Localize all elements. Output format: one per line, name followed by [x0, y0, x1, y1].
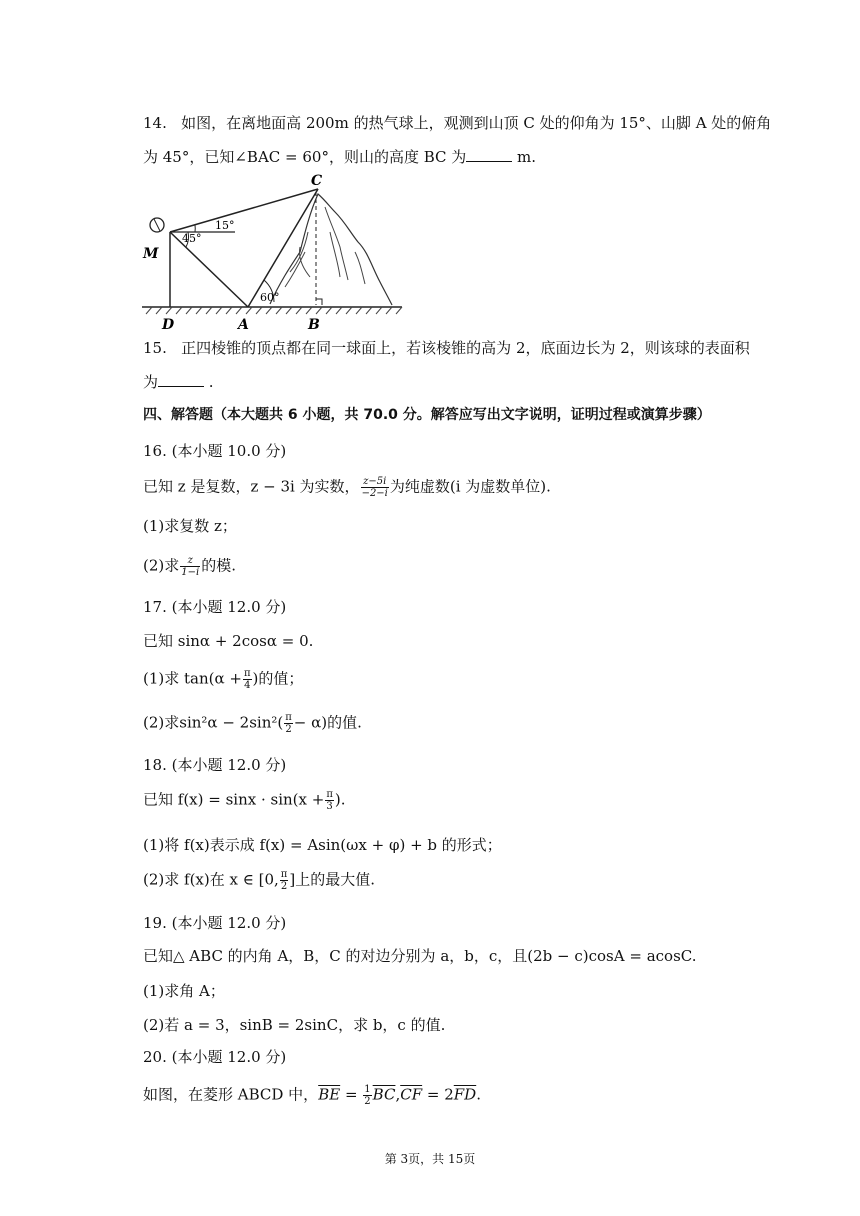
q15-end: .	[204, 373, 214, 391]
fraction: $\frac{\pi}{3}$	[326, 789, 333, 812]
q15-line1	[143, 338, 750, 358]
q14-number: 14.	[143, 114, 167, 132]
q18-stem-b: ).	[334, 790, 346, 809]
q18-p2-b: ]上的最大值.	[289, 870, 375, 889]
angle-60: 60°	[260, 291, 280, 304]
q15-number: 15.	[143, 339, 167, 357]
q19-part2: (2)若 a = 3，sinB = 2sinC，求 b，c 的值.	[143, 1016, 446, 1034]
q16-p2-b: 的模.	[201, 556, 236, 575]
q16-stem-b: 为纯虚数(i 为虚数单位).	[389, 477, 551, 496]
label-d: D	[162, 317, 175, 332]
label-c: C	[311, 173, 323, 189]
q19-head: 19. (本小题 12.0 分)	[143, 914, 287, 932]
q20-stem-a: 如图，在菱形 ABCD 中，	[143, 1085, 319, 1104]
fraction: $\frac{z-5i}{-2-i}$	[361, 476, 388, 499]
q20-end: .	[476, 1085, 481, 1104]
fraction: $\frac{1}{2}$	[364, 1084, 371, 1107]
q16-p2-a: (2)求	[143, 556, 180, 575]
q19-part1: (1)求角 A；	[143, 982, 225, 1000]
fraction: $\frac{\pi}{2}$	[285, 712, 292, 735]
q15-text-line2: 为	[143, 373, 159, 391]
page-footer: 第 3页，共 15页	[384, 1152, 476, 1166]
q14-line2	[143, 147, 536, 167]
q18-stem-a: 已知 f(x) = sinx · sin(x +	[143, 790, 325, 809]
vector-cf: $\overline{CF}$	[400, 1085, 423, 1104]
vector-be: $\overline{BE}$	[318, 1085, 341, 1104]
vector-fd: $\overline{FD}$	[453, 1085, 477, 1104]
label-a: A	[238, 317, 249, 332]
q16-head: 16. (本小题 10.0 分)	[143, 442, 287, 460]
q17-part1	[143, 668, 303, 691]
q14-unit: m.	[512, 148, 537, 166]
q19-stem: 已知△ ABC 的内角 A，B，C 的对边分别为 a，b，c，且(2b − c)cosA = acosC.	[143, 947, 697, 965]
label-m: M	[143, 246, 159, 262]
q20-eq2: = 2	[422, 1085, 454, 1104]
q17-stem: 已知 sinα + 2cosα = 0.	[143, 632, 314, 650]
q20-eq1: =	[340, 1085, 363, 1104]
q16-stem-a: 已知 z 是复数，z − 3i 为实数，	[143, 477, 360, 496]
fraction: $\frac{\pi}{2}$	[280, 869, 288, 892]
q18-part1: (1)将 f(x)表示成 f(x) = Asin(ωx + φ) + b 的形式；	[143, 836, 502, 854]
q17-p1-a: (1)求 tan(α +	[143, 669, 242, 688]
q17-part2	[143, 712, 362, 735]
q18-part2	[143, 869, 375, 892]
q17-p2-b: − α)的值.	[293, 713, 362, 732]
q18-p2-a: (2)求 f(x)在 x ∈ [0,	[143, 870, 279, 889]
angle-45: 45°	[182, 232, 202, 245]
q17-p2-a: (2)求sin²α − 2sin²(	[143, 713, 284, 732]
q15-text-line1: 正四棱锥的顶点都在同一球面上，若该棱锥的高为 2，底面边长为 2，则该球的表面积	[181, 339, 750, 357]
mountain-diagram	[140, 172, 410, 332]
q14-text-line2: 为 45°，已知∠BAC = 60°，则山的高度 BC 为	[143, 148, 467, 166]
mountain-figure	[140, 172, 410, 336]
q18-stem	[143, 789, 346, 812]
fraction: $\frac{\pi}{4}$	[243, 668, 251, 691]
q16-stem	[143, 476, 551, 499]
q20-stem	[143, 1084, 481, 1107]
q14-text-line1: 如图，在离地面高 200m 的热气球上，观测到山顶 C 处的仰角为 15°、山脚 A 处的俯角	[181, 114, 772, 132]
section-heading: 四、解答题（本大题共 6 小题，共 70.0 分。解答应写出文字说明，证明过程或演算步骤）	[143, 407, 711, 423]
q15-line2	[143, 372, 214, 392]
q17-p1-b: )的值；	[252, 669, 304, 688]
q18-head: 18. (本小题 12.0 分)	[143, 756, 287, 774]
q14-line1	[143, 113, 771, 133]
answer-blank	[466, 147, 512, 162]
label-b: B	[308, 317, 320, 332]
q16-part1: (1)求复数 z；	[143, 517, 237, 535]
q16-part2	[143, 555, 236, 578]
vector-bc: $\overline{BC}$	[372, 1085, 396, 1104]
q20-head: 20. (本小题 12.0 分)	[143, 1048, 287, 1066]
q17-head: 17. (本小题 12.0 分)	[143, 598, 287, 616]
angle-15: 15°	[215, 219, 235, 232]
answer-blank	[158, 372, 204, 387]
q20-comma: ,	[395, 1085, 401, 1104]
fraction: $\frac{z}{1-i}$	[181, 555, 200, 578]
